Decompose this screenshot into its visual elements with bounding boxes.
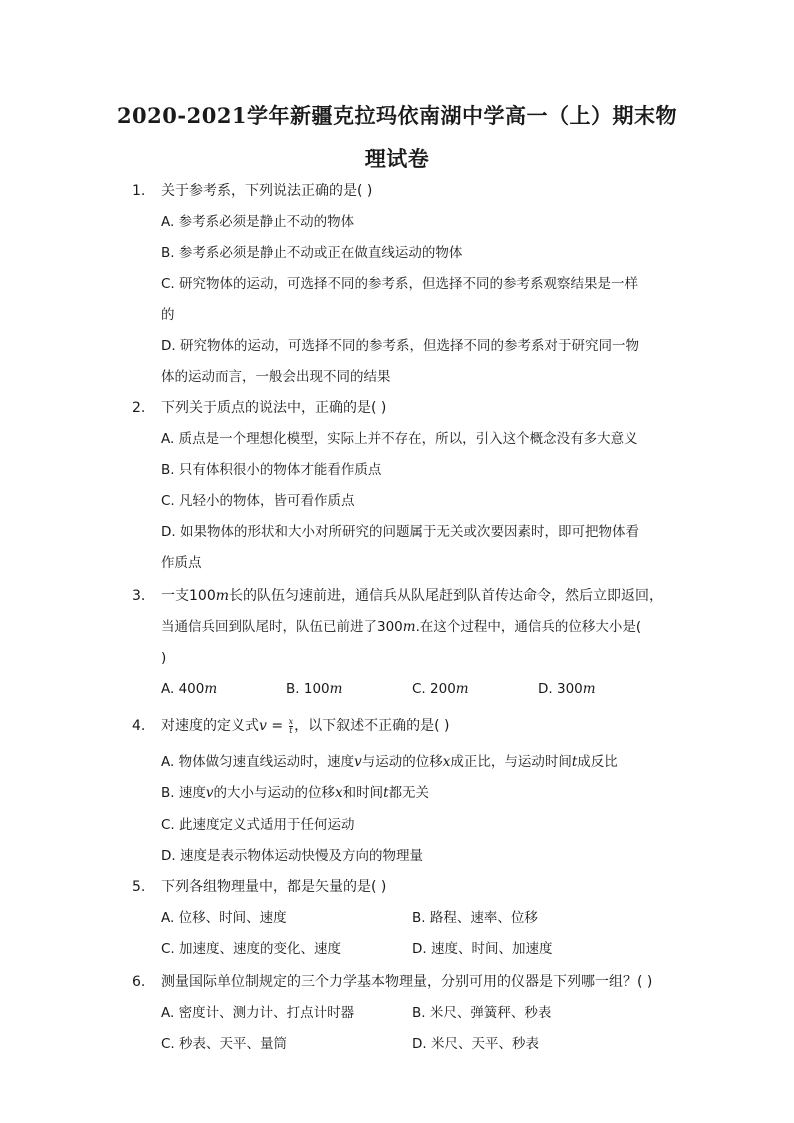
q2-option-d-cont: 作质点 — [161, 555, 202, 571]
q6-option-b: B. 米尺、弹簧秤、秒表 — [412, 1005, 552, 1021]
q4-option-c: C. 此速度定义式适用于任何运动 — [161, 817, 355, 833]
q5-option-c: C. 加速度、速度的变化、速度 — [161, 941, 342, 957]
question-stem: 下列关于质点的说法中，正确的是( ) — [161, 400, 387, 416]
q4-option-b: B. 速度v的大小与运动的位移x和时间t都无关 — [161, 785, 430, 801]
q4-option-d: D. 速度是表示物体运动快慢及方向的物理量 — [161, 848, 423, 864]
question-number: 2. — [132, 400, 146, 416]
q1-option-d-cont: 体的运动而言，一般会出现不同的结果 — [161, 369, 391, 385]
q5-option-a: A. 位移、时间、速度 — [161, 910, 287, 926]
question-stem: 一支100m长的队伍匀速前进，通信兵从队尾赶到队首传达命令，然后立即返回， — [161, 588, 664, 604]
q3-option-b: B. 100m — [286, 681, 343, 697]
question-number: 3. — [132, 588, 146, 604]
q6-option-a: A. 密度计、测力计、打点计时器 — [161, 1005, 355, 1021]
q3-option-d: D. 300m — [538, 681, 596, 697]
question-stem: 关于参考系，下列说法正确的是( ) — [161, 183, 373, 199]
q3-stem-line3: ) — [161, 650, 167, 666]
question-stem: 对速度的定义式v = $\frac{x}{t}$ ，以下叙述不正确的是( ) — [161, 716, 450, 735]
q1-option-d: D. 研究物体的运动，可选择不同的参考系，但选择不同的参考系对于研究同一物 — [161, 338, 639, 354]
q3-option-c: C. 200m — [412, 681, 469, 697]
q6-option-c: C. 秒表、天平、量筒 — [161, 1036, 288, 1052]
q2-option-d: D. 如果物体的形状和大小对所研究的问题属于无关或次要因素时，即可把物体看 — [161, 524, 639, 540]
page-title-line2: 理试卷 — [364, 146, 430, 171]
question-number: 4. — [132, 718, 146, 734]
q6-option-d: D. 米尺、天平、秒表 — [412, 1036, 539, 1052]
q5-option-b: B. 路程、速率、位移 — [412, 910, 538, 926]
q4-option-a: A. 物体做匀速直线运动时，速度v与运动的位移x成正比，与运动时间t成反比 — [161, 754, 618, 770]
q1-option-c-cont: 的 — [161, 307, 175, 323]
q1-option-b: B. 参考系必须是静止不动或正在做直线运动的物体 — [161, 245, 463, 261]
q3-option-a: A. 400m — [161, 681, 218, 697]
q3-stem-line2: 当通信兵回到队尾时，队伍已前进了300m.在这个过程中，通信兵的位移大小是( — [161, 619, 642, 635]
question-number: 6. — [132, 974, 146, 990]
question-number: 1. — [132, 183, 146, 199]
q5-option-d: D. 速度、时间、加速度 — [412, 941, 553, 957]
q2-option-a: A. 质点是一个理想化模型，实际上并不存在，所以，引入这个概念没有多大意义 — [161, 431, 638, 447]
q1-option-a: A. 参考系必须是静止不动的物体 — [161, 214, 355, 230]
velocity-fraction: $\frac{x}{t}$ — [288, 716, 294, 735]
q2-option-c: C. 凡轻小的物体，皆可看作质点 — [161, 493, 355, 509]
q1-option-c: C. 研究物体的运动，可选择不同的参考系，但选择不同的参考系观察结果是一样 — [161, 276, 639, 292]
question-number: 5. — [132, 879, 146, 895]
question-stem: 测量国际单位制规定的三个力学基本物理量，分别可用的仪器是下列哪一组？( ) — [161, 974, 653, 990]
page-title-line1: 2020-2021学年新疆克拉玛依南湖中学高一（上）期末物 — [116, 103, 678, 128]
question-stem: 下列各组物理量中，都是矢量的是( ) — [161, 879, 387, 895]
q2-option-b: B. 只有体积很小的物体才能看作质点 — [161, 462, 382, 478]
